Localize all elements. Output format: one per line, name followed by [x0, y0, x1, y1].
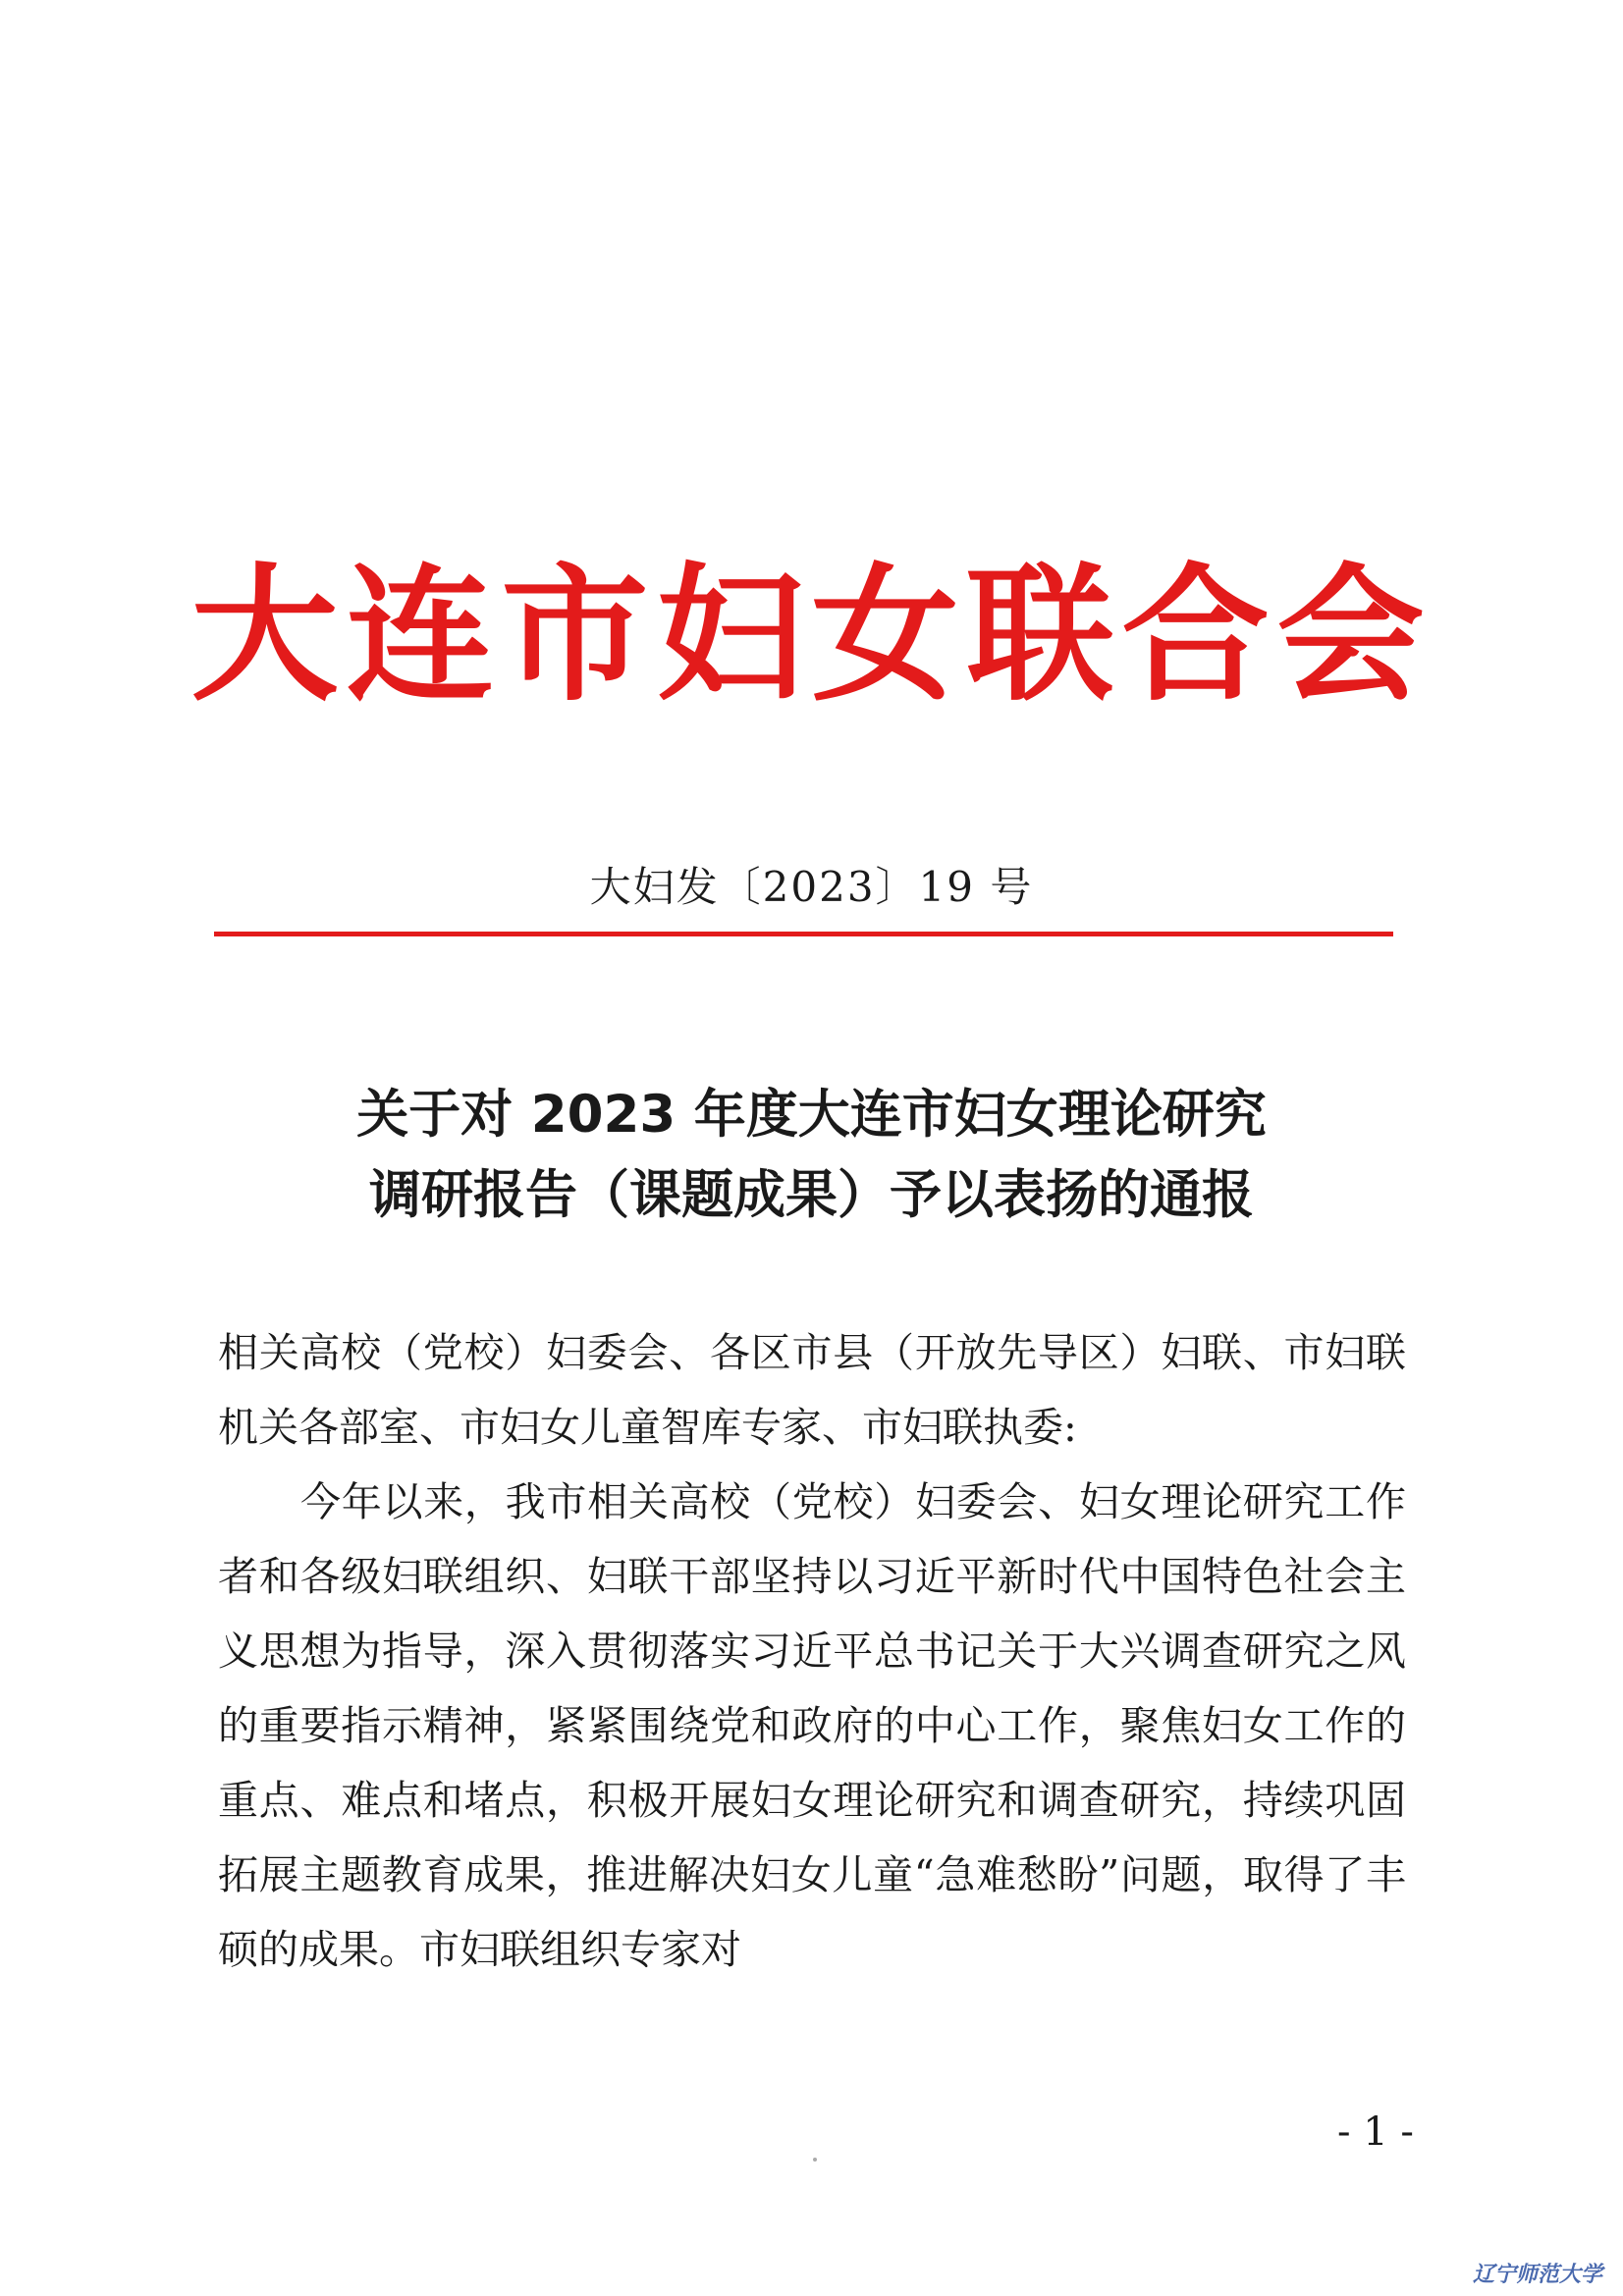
title-line-2: 调研报告（课题成果）予以表扬的通报 [369, 1165, 1254, 1225]
red-divider-line [214, 932, 1393, 936]
scan-speck [813, 2158, 817, 2162]
document-body [218, 1315, 1406, 1987]
page-number: - 1 - [1337, 2109, 1414, 2155]
document-title [0, 1075, 1623, 1236]
addressee-line: 相关高校（党校）妇委会、各区市县（开放先导区）妇联、市妇联机关各部室、市妇女儿童智库专家、市妇联执委: [218, 1329, 1406, 1451]
body-paragraph: 今年以来，我市相关高校（党校）妇委会、妇女理论研究工作者和各级妇联组织、妇联干部坚持以习近平新时代中国特色社会主义思想为指导，深入贯彻落实习近平总书记关于大兴调查研究之风的重要指示精神，紧紧围绕党和政府的中心工作，聚焦妇女工作的重点、难点和堵点，积极开展妇女理论研究和调查研究，持续巩固拓展主题教育成果，推进解决妇女儿童“急难愁盼”问题，取得了丰硕的成果。市妇联组织专家对 [218, 1478, 1406, 1973]
watermark-logo: 辽宁师范大学 [1473, 2263, 1603, 2287]
title-line-1: 关于对 2023 年度大连市妇女理论研究 [356, 1085, 1267, 1145]
issuer-masthead: 大连市妇女联合会 [190, 551, 1433, 721]
document-number: 大妇发〔2023〕19 号 [589, 863, 1034, 911]
